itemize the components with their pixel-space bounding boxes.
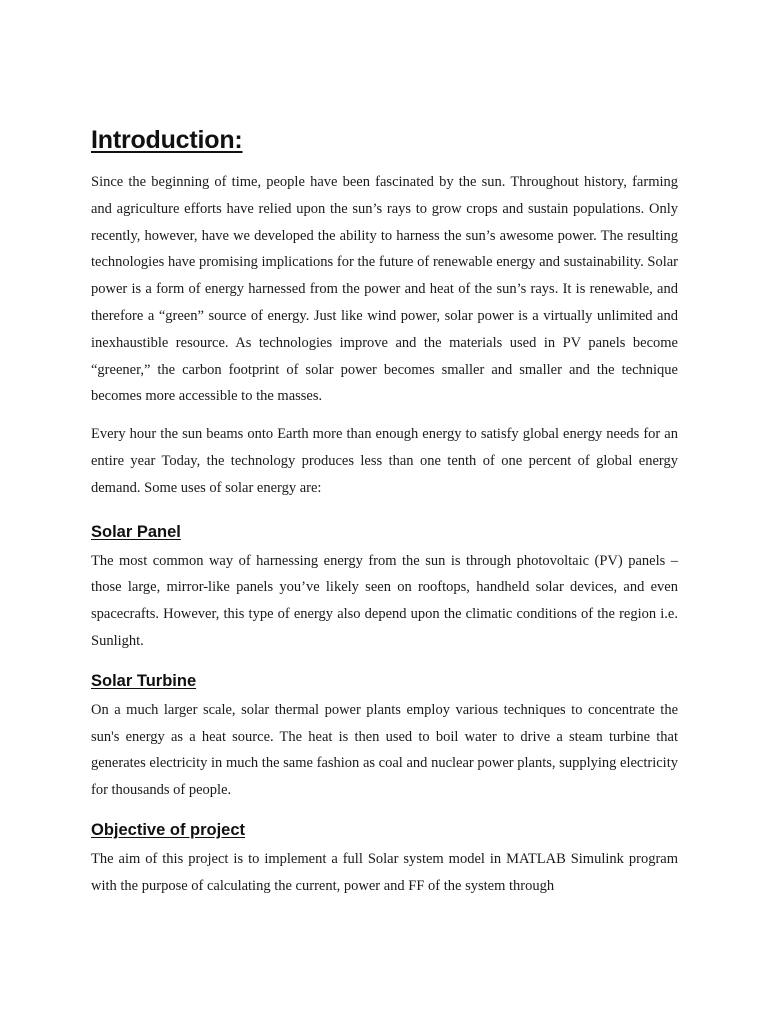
solar-panel-paragraph: The most common way of harnessing energy from the sun is through photovoltaic (PV) panels – those large, mirror-like panels you’ve likely seen on rooftops, handheld solar devices, and even spacecrafts. However, this type of energy also depend upon the climatic conditions of the region i.e. Sunlight.	[91, 552, 678, 649]
solar-turbine-heading: Solar Turbine	[91, 671, 197, 690]
objective-heading: Objective of project	[91, 820, 246, 839]
page-title: Introduction:	[91, 126, 243, 154]
energy-paragraph: Every hour the sun beams onto Earth more than enough energy to satisfy global energy needs for an entire year Today, the technology produces less than one tenth of one percent of global energy demand. Some uses of solar energy are:	[91, 426, 678, 496]
intro-paragraph: Since the beginning of time, people have been fascinated by the sun. Throughout history, farming and agriculture efforts have relied upon the sun’s rays to grow crops and sustain populations. Only recently, however, have we developed the ability to harness the sun’s awesome power. The resulting technologies have promising implications for the future of renewable energy and sustainability. Solar power is a form of energy harnessed from the power and heat of the sun’s rays. It is renewable, and therefore a “green” source of energy. Just like wind power, solar power is a virtually unlimited and inexhaustible resource. As technologies improve and the materials used in PV panels become “greener,” the carbon footprint of solar power becomes smaller and smaller and the technique becomes more accessible to the masses.	[91, 174, 678, 405]
solar-turbine-paragraph: On a much larger scale, solar thermal power plants employ various techniques to concentrate the sun's energy as a heat source. The heat is then used to boil water to drive a steam turbine that generates electricity in much the same fashion as coal and nuclear power plants, supplying electricity for thousands of people.	[91, 701, 678, 799]
objective-paragraph: The aim of this project is to implement a full Solar system model in MATLAB Simulink program with the purpose of calculating the current, power and FF of the system through	[91, 850, 678, 894]
document-content	[91, 122, 678, 900]
solar-panel-heading: Solar Panel	[91, 522, 181, 541]
